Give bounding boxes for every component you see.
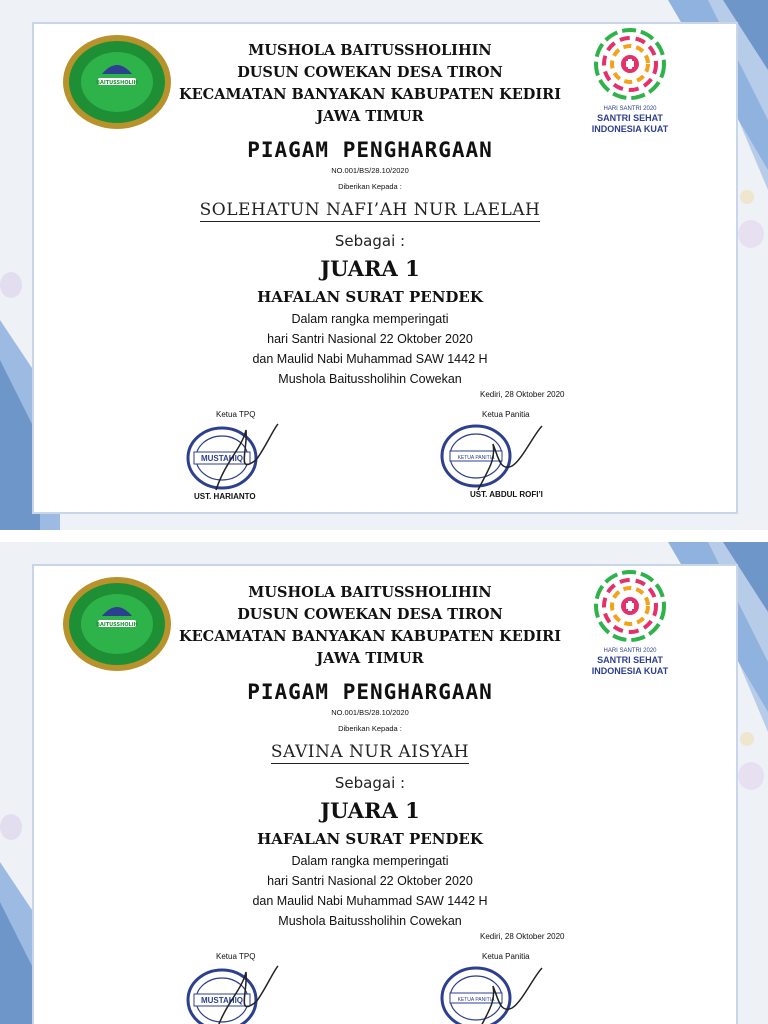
logo-right-line1: HARI SANTRI 2020: [603, 648, 657, 654]
certificate-number: NO.001/BS/28.10/2020: [331, 166, 409, 175]
body-line: Dalam rangka memperingati: [291, 854, 449, 868]
logo-right-line3: INDONESIA KUAT: [591, 124, 669, 134]
org-name: MUSHOLA BAITUSSHOLIHIN: [248, 42, 492, 59]
rank-title: JUARA 1: [320, 798, 420, 823]
logo-left-label: BAITUSSHOLIH: [96, 622, 138, 628]
stamp1-label: MUSTAHIQ: [200, 454, 244, 463]
logo-left-label: BAITUSSHOLIH: [96, 80, 138, 86]
competition-name: HAFALAN SURAT PENDEK: [257, 288, 483, 306]
org-address-line: DUSUN COWEKAN DESA TIRON: [237, 64, 503, 81]
dot-decoration-icon: [0, 814, 22, 840]
place-date: Kediri, 28 Oktober 2020: [480, 932, 565, 941]
given-to-label: Diberikan Kepada :: [338, 724, 402, 733]
certificate-2: [0, 542, 768, 1024]
dot-decoration-icon: [0, 272, 22, 298]
certificate-title: PIAGAM PENGHARGAAN: [247, 680, 493, 704]
place-date: Kediri, 28 Oktober 2020: [480, 390, 565, 399]
body-line: Dalam rangka memperingati: [291, 312, 449, 326]
dot-decoration-icon: [738, 220, 764, 248]
hari-santri-logo-icon: [580, 570, 680, 682]
signer1-role: Ketua TPQ: [216, 410, 256, 419]
certificate-number: NO.001/BS/28.10/2020: [331, 708, 409, 717]
rank-title: JUARA 1: [320, 256, 420, 281]
org-address-line: DUSUN COWEKAN DESA TIRON: [237, 606, 503, 623]
recipient-name: [150, 200, 590, 220]
logo-right-line3: INDONESIA KUAT: [591, 666, 669, 676]
org-address-line: KECAMATAN BANYAKAN KABUPATEN KEDIRI: [179, 86, 561, 103]
stamp2-label: KETUA PANITIA: [457, 455, 495, 461]
stamp-signature-2: [438, 420, 548, 496]
org-address-line: KECAMATAN BANYAKAN KABUPATEN KEDIRI: [179, 628, 561, 645]
competition-name: HAFALAN SURAT PENDEK: [257, 830, 483, 848]
body-line: dan Maulid Nabi Muhammad SAW 1442 H: [252, 352, 488, 366]
as-label: Sebagai :: [334, 774, 406, 792]
stamp-signature-1: [186, 962, 286, 1024]
hari-santri-logo-icon: [580, 28, 680, 140]
body-line: hari Santri Nasional 22 Oktober 2020: [267, 332, 473, 346]
logo-right-line2: SANTRI SEHAT: [597, 113, 663, 123]
body-line: Mushola Baitussholihin Cowekan: [278, 372, 462, 386]
as-label: Sebagai :: [334, 232, 406, 250]
stamp1-label: MUSTAHIQ: [200, 996, 244, 1005]
org-province: JAWA TIMUR: [316, 108, 424, 125]
stamp2-label: KETUA PANITIA: [457, 997, 495, 1003]
signer2-role: Ketua Panitia: [482, 952, 530, 961]
org-province: JAWA TIMUR: [316, 650, 424, 667]
body-line: Mushola Baitussholihin Cowekan: [278, 914, 462, 928]
org-name: MUSHOLA BAITUSSHOLIHIN: [248, 584, 492, 601]
signer1-name: UST. HARIANTO: [194, 492, 256, 501]
body-line: hari Santri Nasional 22 Oktober 2020: [267, 874, 473, 888]
signer1-role: Ketua TPQ: [216, 952, 256, 961]
recipient-name: [150, 742, 590, 762]
signer2-role: Ketua Panitia: [482, 410, 530, 419]
logo-right-line1: HARI SANTRI 2020: [603, 106, 657, 112]
recipient-name-text: SAVINA NUR AISYAH: [270, 742, 470, 762]
dot-decoration-icon: [740, 732, 754, 746]
signer2-name: UST. ABDUL ROFI’I: [470, 490, 543, 499]
certificate-title: PIAGAM PENGHARGAAN: [247, 138, 493, 162]
stamp-signature-1: [186, 420, 286, 496]
body-line: dan Maulid Nabi Muhammad SAW 1442 H: [252, 894, 488, 908]
logo-right-line2: SANTRI SEHAT: [597, 655, 663, 665]
dot-decoration-icon: [738, 762, 764, 790]
given-to-label: Diberikan Kepada :: [338, 182, 402, 191]
stamp-signature-2: [438, 962, 548, 1024]
recipient-name-text: SOLEHATUN NAFI’AH NUR LAELAH: [199, 200, 541, 220]
dot-decoration-icon: [740, 190, 754, 204]
